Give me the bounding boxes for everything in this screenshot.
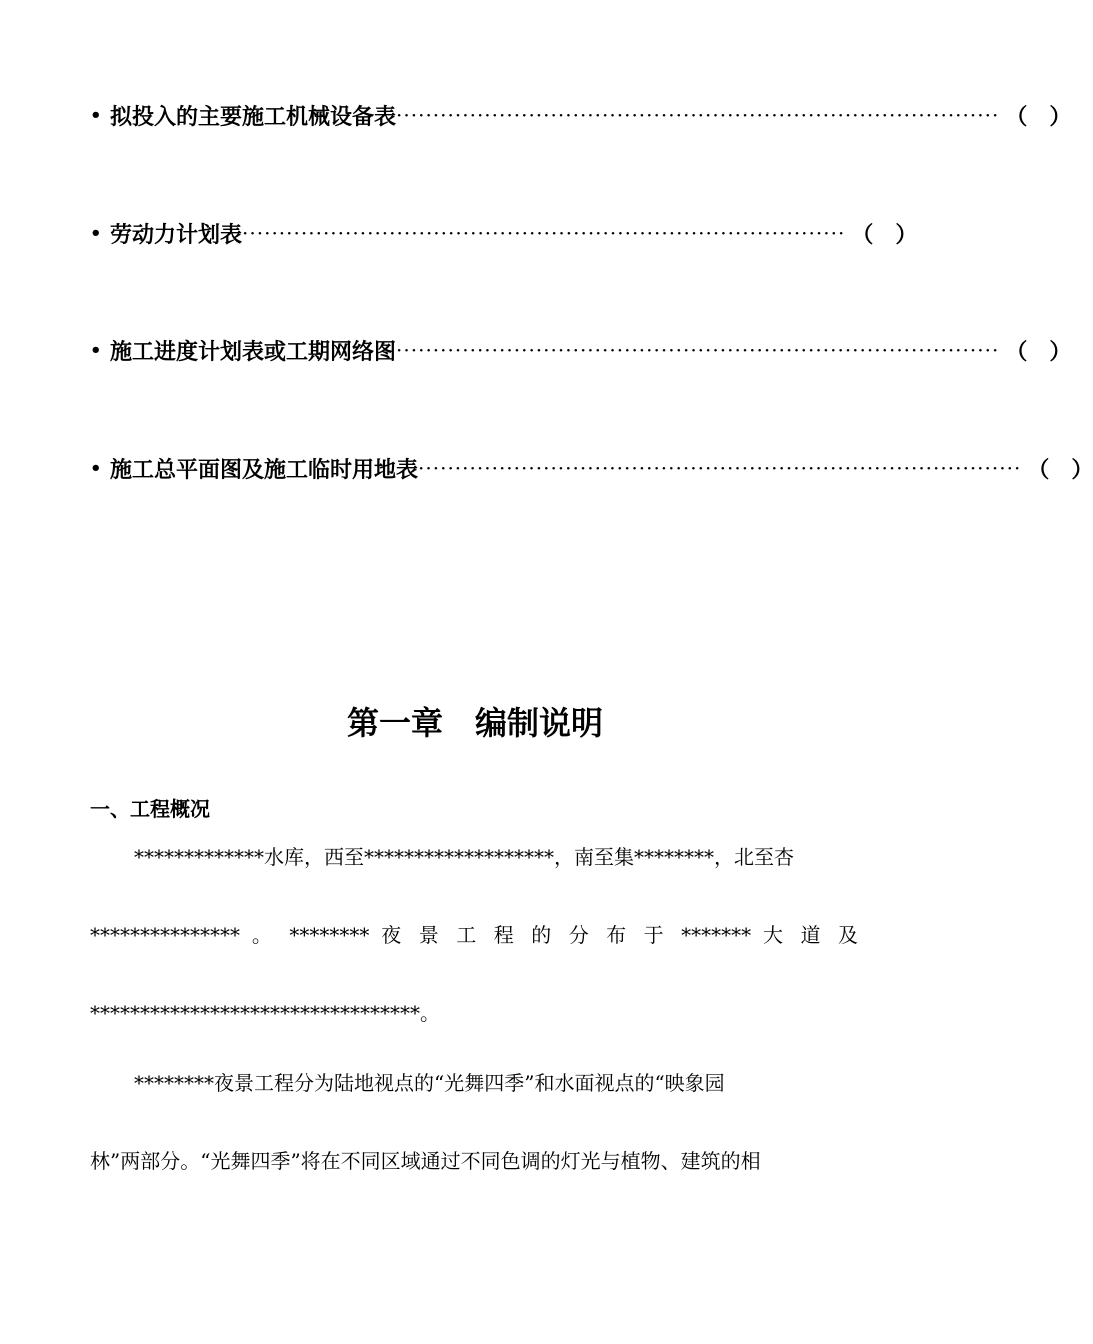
toc-leader-dots: ·················································································· — [418, 456, 1022, 480]
paragraph-line: 林”两部分。“光舞四季”将在不同区域通过不同色调的灯光与植物、建筑的相 — [90, 1149, 761, 1173]
toc-item-title: 施工总平面图及施工临时用地表 — [110, 456, 419, 483]
toc-leader-dots: ·················································································· — [396, 338, 1000, 362]
paragraph-line: *************水库，西至*******************，南至集********，北至杏 — [134, 845, 794, 869]
paragraph-line: *********************************。 — [90, 1001, 440, 1025]
toc-item-labor[interactable] — [90, 218, 918, 248]
toc-leader-dots: ·················································································· — [396, 103, 1000, 127]
bullet-icon: • — [90, 457, 102, 479]
paragraph-line: ********夜景工程分为陆地视点的“光舞四季”和水面视点的“映象园 — [134, 1071, 725, 1095]
paragraph-night-scene — [90, 1044, 858, 1200]
toc-item-site-plan[interactable] — [90, 453, 1093, 483]
section-heading: 一、工程概况 — [90, 797, 210, 821]
toc-item-schedule[interactable] — [90, 335, 1072, 365]
toc-page-ref: （ ） — [1005, 103, 1072, 130]
toc-page-ref: （ ） — [1005, 338, 1072, 365]
bullet-icon: • — [90, 222, 102, 244]
toc-item-title: 劳动力计划表 — [110, 221, 243, 248]
toc-item-title: 施工进度计划表或工期网络图 — [110, 338, 397, 365]
toc-item-title: 拟投入的主要施工机械设备表 — [110, 103, 397, 130]
toc-page-ref: （ ） — [1027, 456, 1093, 483]
toc-leader-dots: ·················································································· — [242, 221, 846, 245]
bullet-icon: • — [90, 104, 102, 126]
chapter-title: 第一章 编制说明 — [346, 704, 603, 742]
paragraph-overview — [90, 818, 858, 1052]
toc-item-machinery[interactable] — [90, 100, 1072, 130]
paragraph-line: *************** 。 ******** 夜 景 工 程 的 分 布 于 ******* 大 道 及 — [90, 923, 858, 947]
bullet-icon: • — [90, 339, 102, 361]
toc-page-ref: （ ） — [851, 221, 918, 248]
